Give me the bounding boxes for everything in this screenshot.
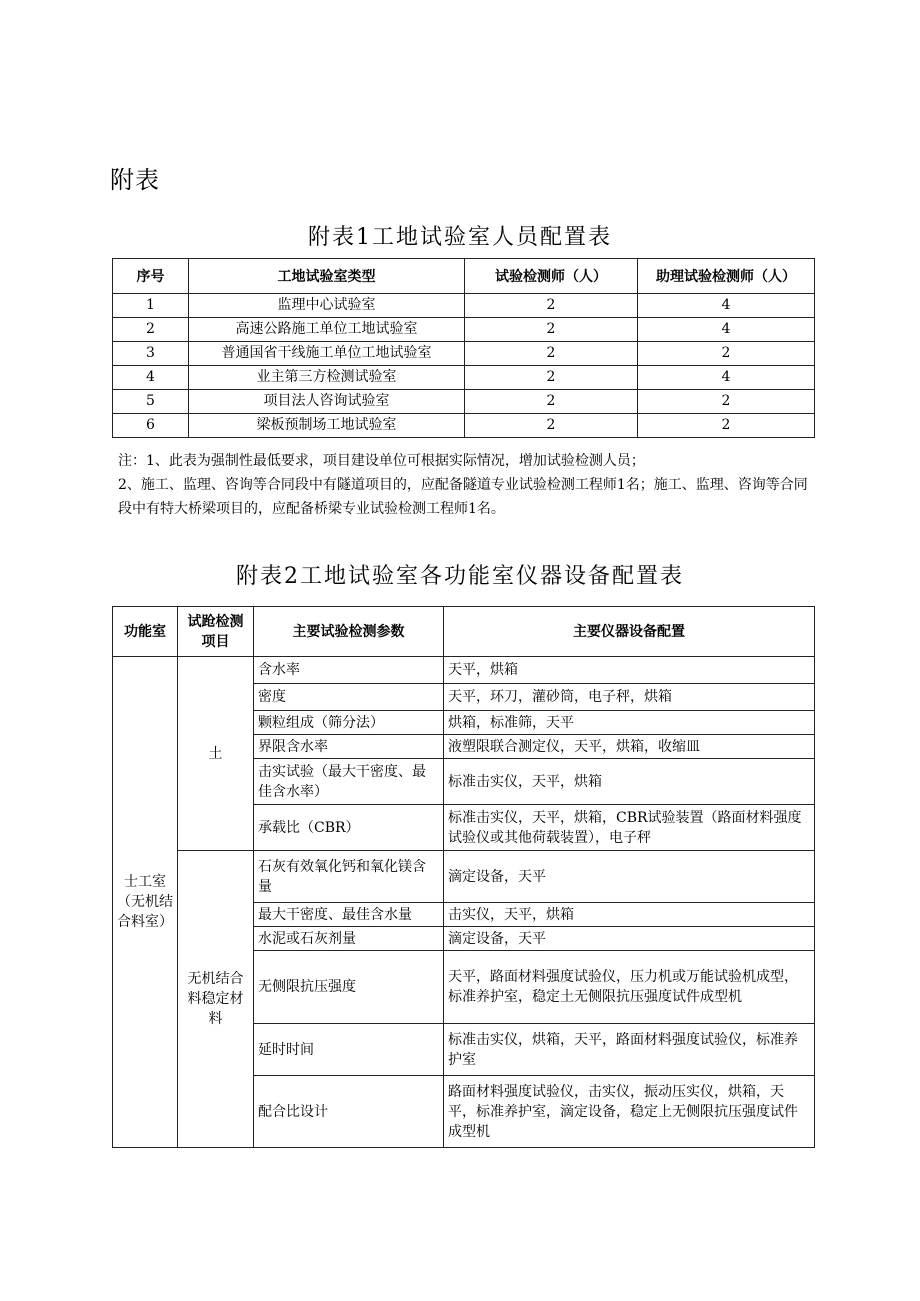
equipment-cell: 天平，环刀，灌砂筒，电子秤，烘箱 bbox=[444, 684, 815, 711]
table-cell: 2 bbox=[638, 414, 815, 438]
table-cell: 2 bbox=[113, 318, 189, 342]
table-cell: 业主第三方检测试验室 bbox=[189, 366, 465, 390]
table-cell: 6 bbox=[113, 414, 189, 438]
header-cell: 主要仪器设备配置 bbox=[444, 607, 815, 657]
table-cell: 项目法人咨询试验室 bbox=[189, 390, 465, 414]
test-item-cell: 土 bbox=[178, 657, 254, 851]
parameter-cell: 击实试验（最大干密度、最佳含水率） bbox=[254, 759, 444, 805]
header-cell: 序号 bbox=[113, 259, 189, 294]
table-cell: 2 bbox=[465, 414, 638, 438]
table2-title: 附表2工地试验室各功能室仪器设备配置表 bbox=[236, 564, 684, 589]
header-cell: 主要试验检测参数 bbox=[254, 607, 444, 657]
equipment-cell: 滴定设备，天平 bbox=[444, 927, 815, 951]
equipment-cell: 标准击实仪，天平，烘箱，CBR试验装置（路面材料强度试验仪或其他荷载装置），电子秤 bbox=[444, 805, 815, 851]
table-cell: 2 bbox=[465, 294, 638, 318]
note-line: 注：1、此表为强制性最低要求，项目建设单位可根据实际情况，增加试验检测人员； bbox=[118, 453, 645, 469]
table-row bbox=[113, 390, 815, 414]
table-cell: 2 bbox=[465, 366, 638, 390]
table-row bbox=[113, 414, 815, 438]
table-cell: 5 bbox=[113, 390, 189, 414]
table-row bbox=[113, 294, 815, 318]
note-line: 2、施工、监理、咨询等合同段中有隧道项目的，应配备隧道专业试验检测工程师1名；施工、监理、咨询等合同段中有特大桥梁项目的，应配备桥梁专业试验检测工程师1名。 bbox=[118, 477, 808, 517]
equipment-cell: 标准击实仪，烘箱，天平，路面材料强度试验仪，标准养护室 bbox=[444, 1024, 815, 1076]
table-cell: 4 bbox=[113, 366, 189, 390]
equipment-cell: 标准击实仪，天平，烘箱 bbox=[444, 759, 815, 805]
table-cell: 1 bbox=[113, 294, 189, 318]
parameter-cell: 延时时间 bbox=[254, 1024, 444, 1076]
table-cell: 2 bbox=[465, 342, 638, 366]
page-heading: 附表 bbox=[110, 166, 160, 194]
table1-notes bbox=[118, 449, 818, 521]
table1-title: 附表1工地试验室人员配置表 bbox=[308, 225, 612, 250]
parameter-cell: 颗粒组成（筛分法） bbox=[254, 711, 444, 735]
table-row bbox=[113, 657, 815, 684]
equipment-cell: 路面材料强度试验仪，击实仪，振动压实仪，烘箱，天平，标准养护室，滴定设备，稳定上无侧限抗压强度试件成型机 bbox=[444, 1076, 815, 1148]
parameter-cell: 配合比设计 bbox=[254, 1076, 444, 1148]
header-cell: 工地试验室类型 bbox=[189, 259, 465, 294]
header-cell: 助理试验检测师（人） bbox=[638, 259, 815, 294]
table-cell: 2 bbox=[638, 342, 815, 366]
table-header-row bbox=[113, 607, 815, 657]
header-cell: 试跄检测项目 bbox=[178, 607, 254, 657]
equipment-table bbox=[112, 606, 815, 1148]
table-cell: 4 bbox=[638, 366, 815, 390]
table-row bbox=[113, 851, 815, 903]
test-item-cell: 无机结合料稳定材料 bbox=[178, 851, 254, 1148]
table-cell: 4 bbox=[638, 318, 815, 342]
parameter-cell: 承载比（CBR） bbox=[254, 805, 444, 851]
table-cell: 2 bbox=[638, 390, 815, 414]
table-cell: 监理中心试验室 bbox=[189, 294, 465, 318]
table-cell: 2 bbox=[465, 318, 638, 342]
parameter-cell: 最大干密度、最佳含水量 bbox=[254, 903, 444, 927]
table-row bbox=[113, 318, 815, 342]
table-cell: 梁板预制场工地试验室 bbox=[189, 414, 465, 438]
table-cell: 4 bbox=[638, 294, 815, 318]
function-room-cell: 士工室（无机结合料室） bbox=[113, 657, 178, 1148]
table-cell: 高速公路施工单位工地试验室 bbox=[189, 318, 465, 342]
table-row bbox=[113, 366, 815, 390]
table-row bbox=[113, 342, 815, 366]
parameter-cell: 石灰有效氧化钙和氧化镁含量 bbox=[254, 851, 444, 903]
personnel-table bbox=[112, 258, 815, 438]
parameter-cell: 含水率 bbox=[254, 657, 444, 684]
equipment-cell: 天平，烘箱 bbox=[444, 657, 815, 684]
equipment-cell: 液塑限联合测定仪，天平，烘箱，收缩皿 bbox=[444, 735, 815, 759]
table-cell: 2 bbox=[465, 390, 638, 414]
parameter-cell: 密度 bbox=[254, 684, 444, 711]
table-cell: 普通国省干线施工单位工地试验室 bbox=[189, 342, 465, 366]
parameter-cell: 界限含水率 bbox=[254, 735, 444, 759]
table-cell: 3 bbox=[113, 342, 189, 366]
table-header-row bbox=[113, 259, 815, 294]
header-cell: 功能室 bbox=[113, 607, 178, 657]
parameter-cell: 水泥或石灰剂量 bbox=[254, 927, 444, 951]
parameter-cell: 无侧限抗压强度 bbox=[254, 951, 444, 1024]
equipment-cell: 天平，路面材料强度试验仪，压力机或万能试验机成型，标准养护室，稳定土无侧限抗压强度试件成型机 bbox=[444, 951, 815, 1024]
equipment-cell: 击实仪，天平，烘箱 bbox=[444, 903, 815, 927]
equipment-cell: 滴定设备，天平 bbox=[444, 851, 815, 903]
equipment-cell: 烘箱，标准筛，天平 bbox=[444, 711, 815, 735]
header-cell: 试验检测师（人） bbox=[465, 259, 638, 294]
